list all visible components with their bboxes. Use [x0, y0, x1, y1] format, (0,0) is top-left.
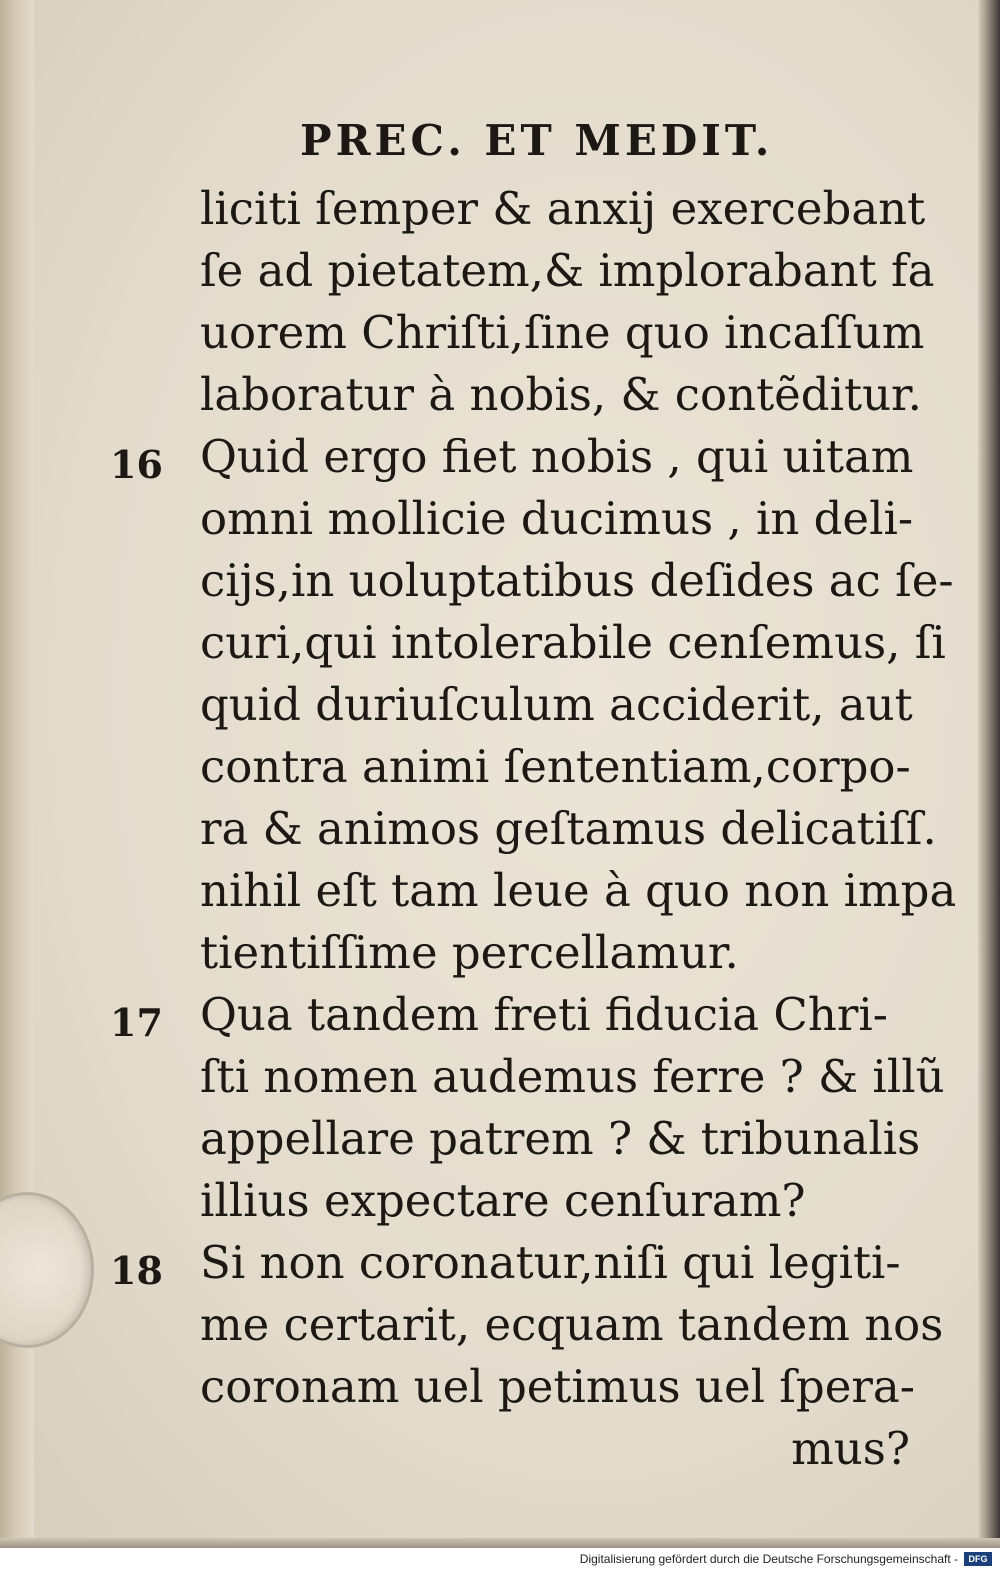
text-line: [110, 302, 940, 364]
line-text: cijs,in uoluptatibus deſides ac ſe-: [200, 554, 954, 607]
verse-number: 18: [110, 1248, 163, 1293]
line-text: curi,qui intolerabile cenſemus, ſi: [200, 616, 946, 669]
text-line: [110, 922, 940, 984]
line-text: coronam uel petimus uel ſpera-: [200, 1360, 915, 1413]
text-line: [110, 798, 940, 860]
line-text: appellare patrem ? & tribunalis: [200, 1112, 921, 1165]
text-line: [110, 674, 940, 736]
line-text: Qua tandem freti fiducia Chri-: [200, 988, 888, 1041]
text-line: [110, 736, 940, 798]
line-text: ſe ad pietatem,& implorabant fa: [200, 244, 935, 297]
text-line: [110, 984, 940, 1046]
digitization-footer: [0, 1548, 1000, 1570]
line-text: illius expectare cenſuram?: [200, 1174, 806, 1227]
line-text: laboratur à nobis, & contẽditur.: [200, 368, 922, 421]
verse-number: 16: [110, 442, 163, 487]
line-text: ra & animos geſtamus delicatiſſ.: [200, 802, 937, 855]
line-text: mus?: [791, 1422, 910, 1475]
text-line: [110, 860, 957, 922]
text-line: [110, 612, 946, 674]
text-line: [110, 1046, 945, 1108]
line-text: ſti nomen audemus ferre ? & illũ: [200, 1050, 945, 1103]
line-text: uorem Chriſti,ſine quo incaſſum: [200, 306, 925, 359]
line-text: liciti ſemper & anxij exercebant: [200, 182, 926, 235]
line-text: nihil eſt tam leue à quo non impa: [200, 864, 957, 917]
clasp-mark: [0, 1192, 94, 1348]
text-line: [110, 178, 940, 240]
verse-number: 17: [110, 1000, 163, 1045]
text-line-last: [110, 1418, 940, 1480]
text-line: [110, 1108, 940, 1170]
text-line: [110, 240, 940, 302]
line-text: quid duriuſculum acciderit, aut: [200, 678, 913, 731]
text-line: [110, 550, 954, 612]
text-line: [110, 426, 940, 488]
text-line: [110, 1294, 944, 1356]
text-line: [110, 1170, 940, 1232]
line-text: Si non coronatur,niſi qui legiti-: [200, 1236, 901, 1289]
line-text: omni mollicie ducimus , in deli-: [200, 492, 914, 545]
line-text: contra animi ſententiam,corpo-: [200, 740, 911, 793]
page-bottom-edge: [0, 1538, 1000, 1548]
text-line: [110, 1232, 940, 1294]
text-line: [110, 364, 940, 426]
book-edge-shadow: [978, 0, 1000, 1548]
text-line: [110, 488, 940, 550]
text-line: [110, 1356, 940, 1418]
line-text: me certarit, ecquam tandem nos: [200, 1298, 944, 1351]
footer-credit: Digitalisierung gefördert durch die Deutsche Forschungsgemeinschaft -: [579, 1552, 958, 1566]
line-text: tientiſſime percellamur.: [200, 926, 739, 979]
text-block: [110, 110, 957, 1480]
dfg-logo-icon: DFG: [964, 1552, 992, 1566]
line-text: Quid ergo fiet nobis , qui uitam: [200, 430, 914, 483]
running-head: PREC. ET MEDIT.: [300, 116, 774, 165]
